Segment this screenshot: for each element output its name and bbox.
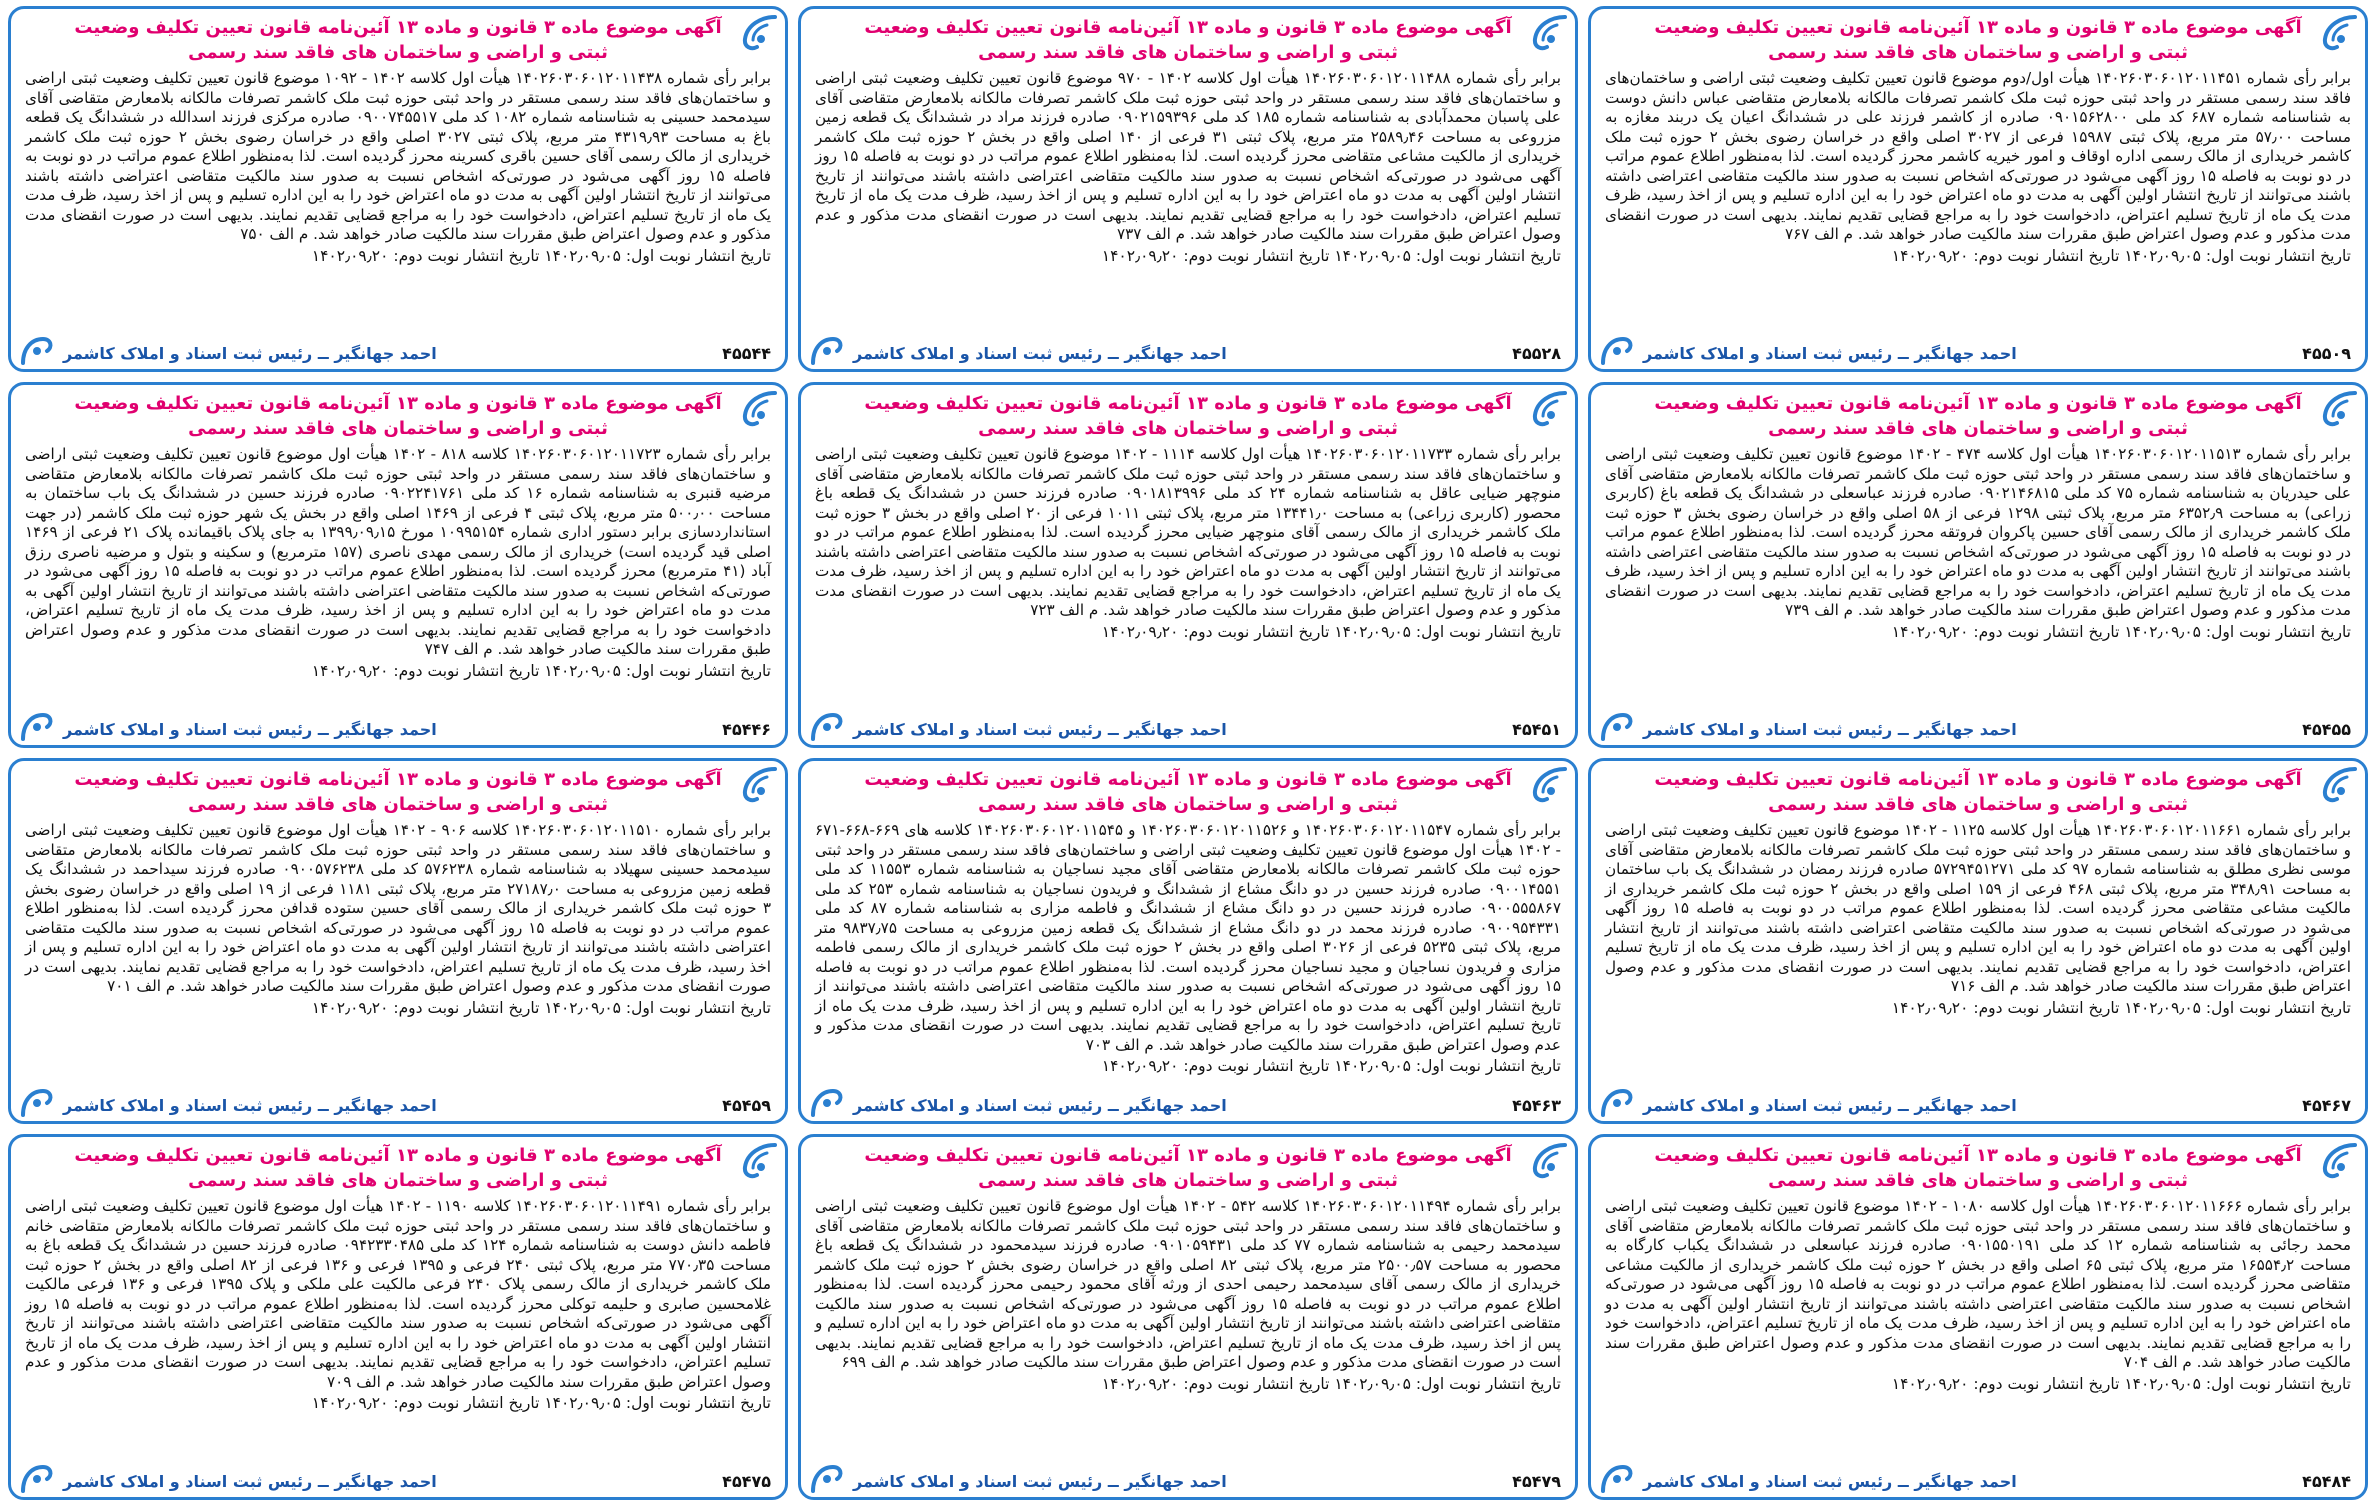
ad-number: ۴۵۴۵۱ <box>1512 720 1561 739</box>
notice-body: برابر رأی شماره ۱۴۰۲۶۰۳۰۶۰۱۲۰۱۱۶۶۶ هیأت اول کلاسه ۱۰۸۰ - ۱۴۰۲ موضوع قانون تعیین تکلیف وضعیت ثبتی اراضی و ساختمان‌های فاقد سند رسمی مستقر در واحد ثبتی حوزه ثبت ملک کاشمر تصرفات مالکانه بلامعارض متقاضی آقای محمد رجائی به شناسنامه شماره ۱۲ کد ملی ۰۹۰۱۵۵۰۱۹۱ صادره فرزند عباسعلی در ششدانگ یکباب کارگاه به مساحت ۱۶۵۵۴٫۲ متر مربع، پلاک ثبتی ۶۵ اصلی واقع در بخش ۲ حوزه ثبت ملک کاشمر خریداری از مالکیت مشاعی متقاضی محرز گردیده است. لذا به‌منظور اطلاع عموم مراتب در دو نوبت به فاصله ۱۵ روز آگهی می‌شود در صورتی‌که اشخاص نسبت به صدور سند مالکیت متقاضی اعتراضی داشته باشند می‌توانند از تاریخ انتشار اولین آگهی به مدت دو ماه اعتراض خود را به این اداره تسلیم و پس از اخذ رسید، ظرف مدت یک ماه از تاریخ تسلیم اعتراض، دادخواست خود را به مراجع قضایی تقدیم نمایند. بدیهی است در صورت انقضای مدت مذکور و عدم وصول اعتراض طبق مقررات سند مالکیت صادر خواهد شد. م الف ۷۰۴ <box>1605 1197 2352 1371</box>
notice-title: آگهی موضوع ماده ۳ قانون و ماده ۱۳ آئین‌نامه قانون تعیین تکلیف وضعیت ثبتی و اراضی و ساختمان های فاقد سند رسمی <box>864 1145 1512 1191</box>
publication-dates: تاریخ انتشار نوبت اول: ۱۴۰۲٫۰۹٫۰۵ تاریخ انتشار نوبت دوم: ۱۴۰۲٫۰۹٫۲۰ <box>311 1394 771 1412</box>
notice-footer <box>11 1091 785 1121</box>
notice-title: آگهی موضوع ماده ۳ قانون و ماده ۱۳ آئین‌نامه قانون تعیین تکلیف وضعیت ثبتی و اراضی و ساختمان های فاقد سند رسمی <box>1654 17 2302 63</box>
notice-body: برابر رأی شماره ۱۴۰۲۶۰۳۰۶۰۱۲۰۱۱۷۳۳ هیأت اول کلاسه ۱۱۱۴ - ۱۴۰۲ موضوع قانون تعیین تکلیف وضعیت ثبتی اراضی و ساختمان‌های فاقد سند رسمی مستقر در واحد ثبتی حوزه ثبت ملک کاشمر تصرفات مالکانه بلامعارض متقاضی آقای منوچهر ضیایی عاقل به شناسنامه شماره ۲۴ کد ملی ۰۹۰۱۸۱۳۹۹۶ صادره فرزند حسن در ششدانگ یک قطعه باغ محصور (کاربری زراعی) به مساحت ۱۳۴۴۱٫۰ متر مربع، پلاک ثبتی ۱۰۱۱ فرعی از ۲۰ اصلی واقع در بخش ۳ حوزه ثبت ملک کاشمر خریداری از مالک رسمی آقای منوچهر ضیایی محرز گردیده است. لذا به‌منظور اطلاع عموم مراتب در دو نوبت به فاصله ۱۵ روز آگهی می‌شود در صورتی‌که اشخاص نسبت به صدور سند مالکیت متقاضی اعتراضی داشته باشند می‌توانند از تاریخ انتشار اولین آگهی به مدت دو ماه اعتراض خود را به این اداره تسلیم و پس از اخذ رسید، ظرف مدت یک ماه از تاریخ تسلیم اعتراض، دادخواست خود را به مراجع قضایی تقدیم نمایند. بدیهی است در صورت انقضای مدت مذکور و عدم وصول اعتراض طبق مقررات سند مالکیت صادر خواهد شد. م الف ۷۲۳ <box>815 445 1562 619</box>
publication-dates: تاریخ انتشار نوبت اول: ۱۴۰۲٫۰۹٫۰۵ تاریخ انتشار نوبت دوم: ۱۴۰۲٫۰۹٫۲۰ <box>311 998 771 1017</box>
legal-notice-card <box>1588 382 2368 748</box>
signature: احمد جهانگیر ــ رئیس ثبت اسناد و املاک کاشمر <box>1643 1472 2017 1491</box>
notice-title: آگهی موضوع ماده ۳ قانون و ماده ۱۳ آئین‌نامه قانون تعیین تکلیف وضعیت ثبتی و اراضی و ساختمان های فاقد سند رسمی <box>864 769 1512 815</box>
publication-dates: تاریخ انتشار نوبت اول: ۱۴۰۲٫۰۹٫۰۵ تاریخ انتشار نوبت دوم: ۱۴۰۲٫۰۹٫۲۰ <box>1101 246 1561 265</box>
legal-notice-card <box>1588 758 2368 1124</box>
legal-notice-card <box>8 382 788 748</box>
notice-body: برابر رأی شماره ۱۴۰۲۶۰۳۰۶۰۱۲۰۱۱۵۴۷ و ۱۴۰۲۶۰۳۰۶۰۱۲۰۱۱۵۲۶ و ۱۴۰۲۶۰۳۰۶۰۱۲۰۱۱۵۴۵ کلاسه های ۶۶۹-۶۶۸-۶۷۱ - ۱۴۰۲ هیأت اول موضوع قانون تعیین تکلیف وضعیت ثبتی اراضی و ساختمان‌های فاقد سند رسمی مستقر در واحد ثبتی حوزه ثبت ملک کاشمر تصرفات مالکانه بلامعارض متقاضی آقای مجید نساجیان به شناسنامه شماره ۱۱۵۵۳ کد ملی ۰۹۰۰۱۴۵۵۱ صادره فرزند حسین در دو دانگ مشاع از ششدانگ و فریدون نساجیان به شناسنامه شماره ۲۵۳ کد ملی ۰۹۰۰۵۵۵۸۶۷ صادره فرزند حسین در دو دانگ مشاع از ششدانگ و فاطمه مزاری به شناسنامه شماره ۸۷ کد ملی ۰۹۰۰۹۵۴۳۳۱ صادره فرزند محمد در دو دانگ مشاع از ششدانگ یک قطعه زمین مزروعی به مساحت ۹۸۳۷٫۷۵ متر مربع، پلاک ثبتی ۵۲۳۵ فرعی از ۳۰۲۶ اصلی واقع در بخش ۲ حوزه ثبت ملک کاشمر خریداری از مالک رسمی فاطمه مزاری و فریدون نساجیان و مجید نساجیان محرز گردیده است. لذا به‌منظور اطلاع عموم مراتب در دو نوبت به فاصله ۱۵ روز آگهی می‌شود در صورتی‌که اشخاص نسبت به صدور سند مالکیت متقاضی اعتراضی داشته باشند می‌توانند از تاریخ انتشار اولین آگهی به مدت دو ماه اعتراض خود را به این اداره تسلیم و پس از اخذ رسید، ظرف مدت یک ماه از تاریخ تسلیم اعتراض، دادخواست خود را به مراجع قضایی تقدیم نمایند. بدیهی است در صورت انقضای مدت مذکور و عدم وصول اعتراض طبق مقررات سند مالکیت صادر خواهد شد. م الف ۷۰۳ <box>815 821 1561 1054</box>
notice-body: برابر رأی شماره ۱۴۰۲۶۰۳۰۶۰۱۲۰۱۱۶۶۱ هیأت اول کلاسه ۱۱۲۵ - ۱۴۰۲ موضوع قانون تعیین تکلیف وضعیت ثبتی اراضی و ساختمان‌های فاقد سند رسمی مستقر در واحد ثبتی حوزه ثبت ملک کاشمر تصرفات مالکانه بلامعارض متقاضی آقای موسی نظری مطلق به شناسنامه شماره ۹۷ کد ملی ۵۷۲۹۴۵۱۲۷۱ صادره فرزند رمضان در ششدانگ یک باب ساختمان به مساحت ۳۴۸٫۹۱ متر مربع، پلاک ثبتی ۴۶۸ فرعی از ۱۵۹ اصلی واقع در بخش ۲ حوزه ثبت ملک کاشمر خریداری از مالکیت مشاعی متقاضی محرز گردیده است. لذا به‌منظور اطلاع عموم مراتب در دو نوبت به فاصله ۱۵ روز آگهی می‌شود در صورتی‌که اشخاص نسبت به صدور سند مالکیت متقاضی اعتراضی داشته باشند می‌توانند از تاریخ انتشار اولین آگهی به مدت دو ماه اعتراض خود را به این اداره تسلیم و پس از اخذ رسید، ظرف مدت یک ماه از تاریخ تسلیم اعتراض، دادخواست خود را به مراجع قضایی تقدیم نمایند. بدیهی است در صورت انقضای مدت مذکور و عدم وصول اعتراض طبق مقررات سند مالکیت صادر خواهد شد. م الف ۷۱۶ <box>1605 821 2351 995</box>
ad-number: ۴۵۴۷۵ <box>722 1472 771 1491</box>
ad-number: ۴۵۴۸۴ <box>2302 1472 2351 1491</box>
ad-number: ۴۵۴۶۳ <box>1512 1096 1561 1115</box>
signature: احمد جهانگیر ــ رئیس ثبت اسناد و املاک کاشمر <box>63 1472 437 1491</box>
signature: احمد جهانگیر ــ رئیس ثبت اسناد و املاک کاشمر <box>853 1096 1227 1115</box>
notice-footer <box>1591 339 2365 369</box>
notice-title: آگهی موضوع ماده ۳ قانون و ماده ۱۳ آئین‌نامه قانون تعیین تکلیف وضعیت ثبتی و اراضی و ساختمان های فاقد سند رسمی <box>1654 769 2302 815</box>
swirl-emblem-icon <box>1601 335 1635 365</box>
ad-number: ۴۵۴۵۵ <box>2302 720 2351 739</box>
notice-footer <box>1591 1467 2365 1497</box>
swirl-emblem-icon <box>2317 389 2357 427</box>
publication-dates: تاریخ انتشار نوبت اول: ۱۴۰۲٫۰۹٫۰۵ تاریخ انتشار نوبت دوم: ۱۴۰۲٫۰۹٫۲۰ <box>1891 622 2351 641</box>
signature: احمد جهانگیر ــ رئیس ثبت اسناد و املاک کاشمر <box>853 720 1227 739</box>
swirl-emblem-icon <box>737 1141 777 1179</box>
swirl-emblem-icon <box>811 1087 845 1117</box>
swirl-emblem-icon <box>2317 765 2357 803</box>
notice-body: برابر رأی شماره ۱۴۰۲۶۰۳۰۶۰۱۲۰۱۱۴۳۸ هیأت اول کلاسه ۱۴۰۲ - ۱۰۹۲ موضوع قانون تعیین تکلیف وضعیت ثبتی اراضی و ساختمان‌های فاقد سند رسمی مستقر در واحد ثبتی حوزه ثبت ملک کاشمر تصرفات مالکانه بلامعارض متقاضی آقای سیدمحمد حسینی به شناسنامه شماره ۱۰۸۲ کد ملی ۰۹۰۰۷۴۵۵۱۷ صادره مرکزی فرزند اسدالله در ششدانگ یک قطعه باغ به مساحت ۴۳۱۹٫۹۳ متر مربع، پلاک ثبتی ۳۰۲۷ اصلی واقع در خراسان رضوی بخش ۲ حوزه ثبت ملک کاشمر خریداری از مالک رسمی آقای حسین باقری کسرینه محرز گردیده است. لذا به‌منظور اطلاع عموم مراتب در دو نوبت به فاصله ۱۵ روز آگهی می‌شود در صورتی‌که اشخاص نسبت به صدور سند مالکیت متقاضی اعتراضی داشته باشند می‌توانند از تاریخ انتشار اولین آگهی به مدت دو ماه اعتراض خود را به این اداره تسلیم و پس از اخذ رسید، ظرف مدت یک ماه از تاریخ تسلیم اعتراض، دادخواست خود را به مراجع قضایی تقدیم نمایند. بدیهی است در صورت انقضای مدت مذکور و عدم وصول اعتراض طبق مقررات سند مالکیت صادر خواهد شد. م الف ۷۵۰ <box>25 69 772 243</box>
swirl-emblem-icon <box>811 1463 845 1493</box>
notice-title: آگهی موضوع ماده ۳ قانون و ماده ۱۳ آئین‌نامه قانون تعیین تکلیف وضعیت ثبتی و اراضی و ساختمان های فاقد سند رسمی <box>1654 1145 2302 1191</box>
legal-notice-card <box>798 6 1578 372</box>
legal-notice-card <box>798 382 1578 748</box>
publication-dates: تاریخ انتشار نوبت اول: ۱۴۰۲٫۰۹٫۰۵ تاریخ انتشار نوبت دوم: ۱۴۰۲٫۰۹٫۲۰ <box>1891 998 2351 1017</box>
swirl-emblem-icon <box>811 335 845 365</box>
publication-dates: تاریخ انتشار نوبت اول: ۱۴۰۲٫۰۹٫۰۵ تاریخ انتشار نوبت دوم: ۱۴۰۲٫۰۹٫۲۰ <box>1101 622 1561 641</box>
swirl-emblem-icon <box>1601 711 1635 741</box>
notice-title: آگهی موضوع ماده ۳ قانون و ماده ۱۳ آئین‌نامه قانون تعیین تکلیف وضعیت ثبتی و اراضی و ساختمان های فاقد سند رسمی <box>74 393 722 439</box>
swirl-emblem-icon <box>1601 1463 1635 1493</box>
ad-number: ۴۵۴۴۶ <box>722 720 771 739</box>
ad-number: ۴۵۵۰۹ <box>2302 344 2351 363</box>
swirl-emblem-icon <box>21 335 55 365</box>
swirl-emblem-icon <box>737 13 777 51</box>
swirl-emblem-icon <box>21 711 55 741</box>
notice-title: آگهی موضوع ماده ۳ قانون و ماده ۱۳ آئین‌نامه قانون تعیین تکلیف وضعیت ثبتی و اراضی و ساختمان های فاقد سند رسمی <box>74 769 722 815</box>
publication-dates: تاریخ انتشار نوبت اول: ۱۴۰۲٫۰۹٫۰۵ تاریخ انتشار نوبت دوم: ۱۴۰۲٫۰۹٫۲۰ <box>311 246 771 265</box>
ad-number: ۴۵۵۴۴ <box>722 344 771 363</box>
signature: احمد جهانگیر ــ رئیس ثبت اسناد و املاک کاشمر <box>63 344 437 363</box>
signature: احمد جهانگیر ــ رئیس ثبت اسناد و املاک کاشمر <box>1643 1096 2017 1115</box>
ad-number: ۴۵۵۲۸ <box>1512 344 1561 363</box>
ad-number: ۴۵۴۶۷ <box>2302 1096 2351 1115</box>
swirl-emblem-icon <box>21 1463 55 1493</box>
signature: احمد جهانگیر ــ رئیس ثبت اسناد و املاک کاشمر <box>853 344 1227 363</box>
notice-body: برابر رأی شماره ۱۴۰۲۶۰۳۰۶۰۱۲۰۱۱۵۱۳ هیأت اول کلاسه ۴۷۴ - ۱۴۰۲ موضوع قانون تعیین تکلیف وضعیت ثبتی اراضی و ساختمان‌های فاقد سند رسمی مستقر در واحد ثبتی حوزه ثبت ملک کاشمر تصرفات مالکانه بلامعارض متقاضی آقای علی حیدریان به شناسنامه شماره ۷۵ کد ملی ۰۹۰۲۱۴۶۸۱۵ صادره فرزند عباسعلی در ششدانگ یک قطعه باغ (کاربری زراعی) به مساحت ۶۳۵۲٫۹ متر مربع، پلاک ثبتی ۱۲۹۸ فرعی از ۵۸ اصلی واقع در خراسان رضوی بخش ۳ حوزه ثبت ملک کاشمر خریداری از مالک رسمی آقای حسین پاکروان فروتقه محرز گردیده است. لذا به‌منظور اطلاع عموم مراتب در دو نوبت به فاصله ۱۵ روز آگهی می‌شود در صورتی‌که اشخاص نسبت به صدور سند مالکیت متقاضی اعتراضی داشته باشند می‌توانند از تاریخ انتشار اولین آگهی به مدت دو ماه اعتراض خود را به این اداره تسلیم و پس از اخذ رسید، ظرف مدت یک ماه از تاریخ تسلیم اعتراض، دادخواست خود را به مراجع قضایی تقدیم نمایند. بدیهی است در صورت انقضای مدت مذکور و عدم وصول اعتراض طبق مقررات سند مالکیت صادر خواهد شد. م الف ۷۳۹ <box>1605 445 2351 619</box>
swirl-emblem-icon <box>811 711 845 741</box>
notice-footer <box>11 715 785 745</box>
signature: احمد جهانگیر ــ رئیس ثبت اسناد و املاک کاشمر <box>1643 344 2017 363</box>
notice-body: برابر رأی شماره ۱۴۰۲۶۰۳۰۶۰۱۲۰۱۱۴۹۱ کلاسه ۱۱۹۰ - ۱۴۰۲ هیأت اول موضوع قانون تعیین تکلیف وضعیت ثبتی اراضی و ساختمان‌های فاقد سند رسمی مستقر در واحد ثبتی حوزه ثبت ملک کاشمر تصرفات مالکانه بلامعارض متقاضی خانم فاطمه دانش دوست به شناسنامه شماره ۱۲۴ کد ملی ۰۹۴۲۳۳۰۴۸۵ صادره فرزند حسین در ششدانگ یک قطعه باغ به مساحت ۷۷۰٫۳۵ متر مربع، پلاک ثبتی ۲۴۰ فرعی و ۱۳۹۵ فرعی و ۱۳۶ فرعی از ۸۲ اصلی واقع در بخش ۲ حوزه ثبت ملک کاشمر خریداری از مالک رسمی پلاک ۲۴۰ فرعی مالکیت علی ملکی و پلاک ۱۳۹۵ فرعی و ۱۳۶ فرعی مالکیت غلامحسین صابری و حلیمه توکلی محرز گردیده است. لذا به‌منظور اطلاع عموم مراتب در دو نوبت به فاصله ۱۵ روز آگهی می‌شود در صورتی‌که اشخاص نسبت به صدور سند مالکیت متقاضی اعتراضی داشته باشند می‌توانند از تاریخ انتشار اولین آگهی به مدت دو ماه اعتراض خود را به این اداره تسلیم و پس از اخذ رسید، ظرف مدت یک ماه از تاریخ تسلیم اعتراض، دادخواست خود را به مراجع قضایی تقدیم نمایند. بدیهی است در صورت انقضای مدت مذکور و عدم وصول اعتراض طبق مقررات سند مالکیت صادر خواهد شد. م الف ۷۰۹ <box>24 1197 772 1391</box>
notice-footer <box>11 339 785 369</box>
notice-footer <box>1591 715 2365 745</box>
signature: احمد جهانگیر ــ رئیس ثبت اسناد و املاک کاشمر <box>1643 720 2017 739</box>
notice-title: آگهی موضوع ماده ۳ قانون و ماده ۱۳ آئین‌نامه قانون تعیین تکلیف وضعیت ثبتی و اراضی و ساختمان های فاقد سند رسمی <box>1654 393 2302 439</box>
swirl-emblem-icon <box>21 1087 55 1117</box>
swirl-emblem-icon <box>737 765 777 803</box>
notice-footer <box>801 715 1575 745</box>
legal-notice-card <box>8 6 788 372</box>
notice-title: آگهی موضوع ماده ۳ قانون و ماده ۱۳ آئین‌نامه قانون تعیین تکلیف وضعیت ثبتی و اراضی و ساختمان های فاقد سند رسمی <box>864 393 1512 439</box>
signature: احمد جهانگیر ــ رئیس ثبت اسناد و املاک کاشمر <box>63 1096 437 1115</box>
notice-footer <box>1591 1091 2365 1121</box>
swirl-emblem-icon <box>1527 13 1567 51</box>
legal-notice-card <box>798 758 1578 1124</box>
notice-title: آگهی موضوع ماده ۳ قانون و ماده ۱۳ آئین‌نامه قانون تعیین تکلیف وضعیت ثبتی و اراضی و ساختمان های فاقد سند رسمی <box>74 1145 722 1191</box>
swirl-emblem-icon <box>1527 765 1567 803</box>
ad-number: ۴۵۴۵۹ <box>722 1096 771 1115</box>
publication-dates: تاریخ انتشار نوبت اول: ۱۴۰۲٫۰۹٫۰۵ تاریخ انتشار نوبت دوم: ۱۴۰۲٫۰۹٫۲۰ <box>1101 1057 1561 1075</box>
signature: احمد جهانگیر ــ رئیس ثبت اسناد و املاک کاشمر <box>853 1472 1227 1491</box>
swirl-emblem-icon <box>737 389 777 427</box>
notice-title: آگهی موضوع ماده ۳ قانون و ماده ۱۳ آئین‌نامه قانون تعیین تکلیف وضعیت ثبتی و اراضی و ساختمان های فاقد سند رسمی <box>864 17 1512 63</box>
notice-footer <box>801 339 1575 369</box>
publication-dates: تاریخ انتشار نوبت اول: ۱۴۰۲٫۰۹٫۰۵ تاریخ انتشار نوبت دوم: ۱۴۰۲٫۰۹٫۲۰ <box>311 661 771 680</box>
legal-notice-card <box>8 758 788 1124</box>
swirl-emblem-icon <box>2317 13 2357 51</box>
swirl-emblem-icon <box>1527 1141 1567 1179</box>
notice-body: برابر رأی شماره ۱۴۰۲۶۰۳۰۶۰۱۲۰۱۱۵۱۰ کلاسه ۹۰۶ - ۱۴۰۲ هیأت اول موضوع قانون تعیین تکلیف وضعیت ثبتی اراضی و ساختمان‌های فاقد سند رسمی مستقر در واحد ثبتی حوزه ثبت ملک کاشمر تصرفات مالکانه بلامعارض متقاضی سیدمحمد حسینی سهیلاد به شناسنامه شماره ۵۷۶۲۳۸ کد ملی ۰۹۰۰۵۷۶۲۳۸ صادره فرزند سیداحمد در ششدانگ یک قطعه زمین مزروعی به مساحت ۲۷۱۸۷٫۰ متر مربع، پلاک ثبتی ۱۱۸۱ فرعی از ۱۹ اصلی واقع در خراسان رضوی بخش ۳ حوزه ثبت ملک کاشمر خریداری از مالک رسمی آقای حسین ستوده قدافن محرز گردیده است. لذا به‌منظور اطلاع عموم مراتب در دو نوبت به فاصله ۱۵ روز آگهی می‌شود در صورتی‌که اشخاص نسبت به صدور سند مالکیت متقاضی اعتراضی داشته باشند می‌توانند از تاریخ انتشار اولین آگهی به مدت دو ماه اعتراض خود را به این اداره تسلیم و پس از اخذ رسید، ظرف مدت یک ماه از تاریخ تسلیم اعتراض، دادخواست خود را به مراجع قضایی تقدیم نمایند. بدیهی است در صورت انقضای مدت مذکور و عدم وصول اعتراض طبق مقررات سند مالکیت صادر خواهد شد. م الف ۷۰۱ <box>25 821 771 995</box>
swirl-emblem-icon <box>1527 389 1567 427</box>
notice-footer <box>801 1091 1575 1121</box>
notice-title: آگهی موضوع ماده ۳ قانون و ماده ۱۳ آئین‌نامه قانون تعیین تکلیف وضعیت ثبتی و اراضی و ساختمان های فاقد سند رسمی <box>74 17 722 63</box>
notice-body: برابر رأی شماره ۱۴۰۲۶۰۳۰۶۰۱۲۰۱۱۴۹۴ کلاسه ۵۴۲ - ۱۴۰۲ هیأت اول موضوع قانون تعیین تکلیف وضعیت ثبتی اراضی و ساختمان‌های فاقد سند رسمی مستقر در واحد ثبتی حوزه ثبت ملک کاشمر تصرفات مالکانه بلامعارض متقاضی آقای سیدمحمد رحیمی به شناسنامه شماره ۷۷ کد ملی ۰۹۰۱۰۵۹۴۳۱ صادره فرزند سیدمحمود در ششدانگ یک قطعه باغ محصور به مساحت ۲۵۰۰٫۵۷ متر مربع، پلاک ثبتی ۸۲ اصلی واقع در خراسان رضوی بخش ۲ حوزه ثبت ملک کاشمر خریداری از مالک رسمی آقای سیدمحمد رحیمی احدی از ورثه آقای محمود رحیمی محرز گردیده است. لذا به‌منظور اطلاع عموم مراتب در دو نوبت به فاصله ۱۵ روز آگهی می‌شود در صورتی‌که اشخاص نسبت به صدور سند مالکیت متقاضی اعتراضی داشته باشند می‌توانند از تاریخ انتشار اولین آگهی به مدت دو ماه اعتراض خود را به این اداره تسلیم و پس از اخذ رسید، ظرف مدت یک ماه از تاریخ تسلیم اعتراض، دادخواست خود را به مراجع قضایی تقدیم نمایند. بدیهی است در صورت انقضای مدت مذکور و عدم وصول اعتراض طبق مقررات سند مالکیت صادر خواهد شد. م الف ۶۹۹ <box>815 1197 1562 1371</box>
notice-body: برابر رأی شماره ۱۴۰۲۶۰۳۰۶۰۱۲۰۱۱۴۵۱ هیأت اول/دوم موضوع قانون تعیین تکلیف وضعیت ثبتی اراضی و ساختمان‌های فاقد سند رسمی مستقر در واحد ثبتی حوزه ثبت ملک کاشمر تصرفات مالکانه بلامعارض متقاضی عباس دانش دوست به شناسنامه شماره ۶۸۷ کد ملی ۰۹۰۱۵۶۲۸۰۰ صادره از کاشمر فرزند علی در ششدانگ اعیان یک دربند مغازه به مساحت ۵۷٫۰۰ متر مربع، پلاک ثبتی ۱۵۹۸۷ فرعی از ۳۰۲۷ اصلی واقع در خراسان رضوی بخش ۲ حوزه ثبت ملک کاشمر خریداری از مالک رسمی اداره اوقاف و امور خیریه کاشمر محرز گردیده است. لذا به‌منظور اطلاع عموم مراتب در دو نوبت به فاصله ۱۵ روز آگهی می‌شود در صورتی‌که اشخاص نسبت به صدور سند مالکیت متقاضی اعتراضی داشته باشند می‌توانند از تاریخ انتشار اولین آگهی به مدت دو ماه اعتراض خود را به این اداره تسلیم و پس از اخذ رسید، ظرف مدت یک ماه از تاریخ تسلیم اعتراض، دادخواست خود را به مراجع قضایی تقدیم نمایند. بدیهی است در صورت انقضای مدت مذکور و عدم وصول اعتراض طبق مقررات سند مالکیت صادر خواهد شد. م الف ۷۶۷ <box>1605 69 2351 243</box>
publication-dates: تاریخ انتشار نوبت اول: ۱۴۰۲٫۰۹٫۰۵ تاریخ انتشار نوبت دوم: ۱۴۰۲٫۰۹٫۲۰ <box>1891 1374 2351 1393</box>
swirl-emblem-icon <box>2317 1141 2357 1179</box>
signature: احمد جهانگیر ــ رئیس ثبت اسناد و املاک کاشمر <box>63 720 437 739</box>
notice-footer <box>11 1467 785 1497</box>
legal-notice-card <box>798 1134 1578 1500</box>
notice-body: برابر رأی شماره ۱۴۰۲۶۰۳۰۶۰۱۲۰۱۱۴۸۸ هیأت اول کلاسه ۱۴۰۲ - ۹۷۰ موضوع قانون تعیین تکلیف وضعیت ثبتی اراضی و ساختمان‌های فاقد سند رسمی مستقر در واحد ثبتی حوزه ثبت ملک کاشمر تصرفات مالکانه بلامعارض متقاضی آقای علی پاسبان محمدآبادی به شناسنامه شماره ۱۸۵ کد ملی ۰۹۰۲۱۵۹۳۹۶ صادره فرزند مراد در ششدانگ یک قطعه زمین مزروعی به مساحت ۲۵۸۹٫۴۶ متر مربع، پلاک ثبتی ۳۱ فرعی از ۱۴۰ اصلی واقع در بخش ۲ حوزه ثبت ملک کاشمر خریداری از مالکیت مشاعی متقاضی محرز گردیده است. لذا به‌منظور اطلاع عموم مراتب در دو نوبت به فاصله ۱۵ روز آگهی می‌شود در صورتی‌که اشخاص نسبت به صدور سند مالکیت متقاضی اعتراضی داشته باشند می‌توانند از تاریخ انتشار اولین آگهی به مدت دو ماه اعتراض خود را به این اداره تسلیم و پس از اخذ رسید، ظرف مدت یک ماه از تاریخ تسلیم اعتراض، دادخواست خود را به مراجع قضایی تقدیم نمایند. بدیهی است در صورت انقضای مدت مذکور و عدم وصول اعتراض طبق مقررات سند مالکیت صادر خواهد شد. م الف ۷۳۷ <box>815 69 1561 243</box>
legal-notice-card <box>8 1134 788 1500</box>
legal-notice-card <box>1588 1134 2368 1500</box>
ad-number: ۴۵۴۷۹ <box>1512 1472 1561 1491</box>
notice-body: برابر رأی شماره ۱۴۰۲۶۰۳۰۶۰۱۲۰۱۱۷۲۳ کلاسه ۸۱۸ - ۱۴۰۲ هیأت اول موضوع قانون تعیین تکلیف وضعیت ثبتی اراضی و ساختمان‌های فاقد سند رسمی مستقر در واحد ثبتی حوزه ثبت ملک کاشمر تصرفات مالکانه بلامعارض متقاضی مرضیه قنبری به شناسنامه شماره ۱۶ کد ملی ۰۹۰۲۲۴۱۷۶۱ صادره فرزند حسین در ششدانگ یک باب ساختمان به مساحت ۵۰۰٫۰۰ متر مربع، پلاک ثبتی ۴ فرعی از ۱۴۶۹ اصلی واقع در بخش یک شهر حوزه ثبت ملک کاشمر (در جهت استانداردسازی برابر دستور اداری شماره ۱۰۹۹۵۱۵۴ مورخ ۱۳۹۹٫۰۹٫۱۵ به جای پلاک باقیمانده پلاک ۲۱ فرعی از ۱۴۶۹ اصلی قید گردیده است) خریداری از مالک رسمی مهدی ناصری (۱۵۷ مترمربع) و سکینه و بتول و مرضیه ناصری رزق آباد (۴۱ مترمربع) محرز گردیده است. لذا به‌منظور اطلاع عموم مراتب در دو نوبت به فاصله ۱۵ روز آگهی می‌شود در صورتی‌که اشخاص نسبت به صدور سند مالکیت متقاضی اعتراضی داشته باشند می‌توانند از تاریخ انتشار اولین آگهی به مدت دو ماه اعتراض خود را به این اداره تسلیم و پس از اخذ رسید، ظرف مدت یک ماه از تاریخ تسلیم اعتراض، دادخواست خود را به مراجع قضایی تقدیم نمایند. بدیهی است در صورت انقضای مدت مذکور و عدم وصول اعتراض طبق مقررات سند مالکیت صادر خواهد شد. م الف ۷۴۷ <box>25 445 772 658</box>
swirl-emblem-icon <box>1601 1087 1635 1117</box>
publication-dates: تاریخ انتشار نوبت اول: ۱۴۰۲٫۰۹٫۰۵ تاریخ انتشار نوبت دوم: ۱۴۰۲٫۰۹٫۲۰ <box>1101 1374 1561 1393</box>
notice-footer <box>801 1467 1575 1497</box>
legal-notice-card <box>1588 6 2368 372</box>
publication-dates: تاریخ انتشار نوبت اول: ۱۴۰۲٫۰۹٫۰۵ تاریخ انتشار نوبت دوم: ۱۴۰۲٫۰۹٫۲۰ <box>1891 246 2351 265</box>
